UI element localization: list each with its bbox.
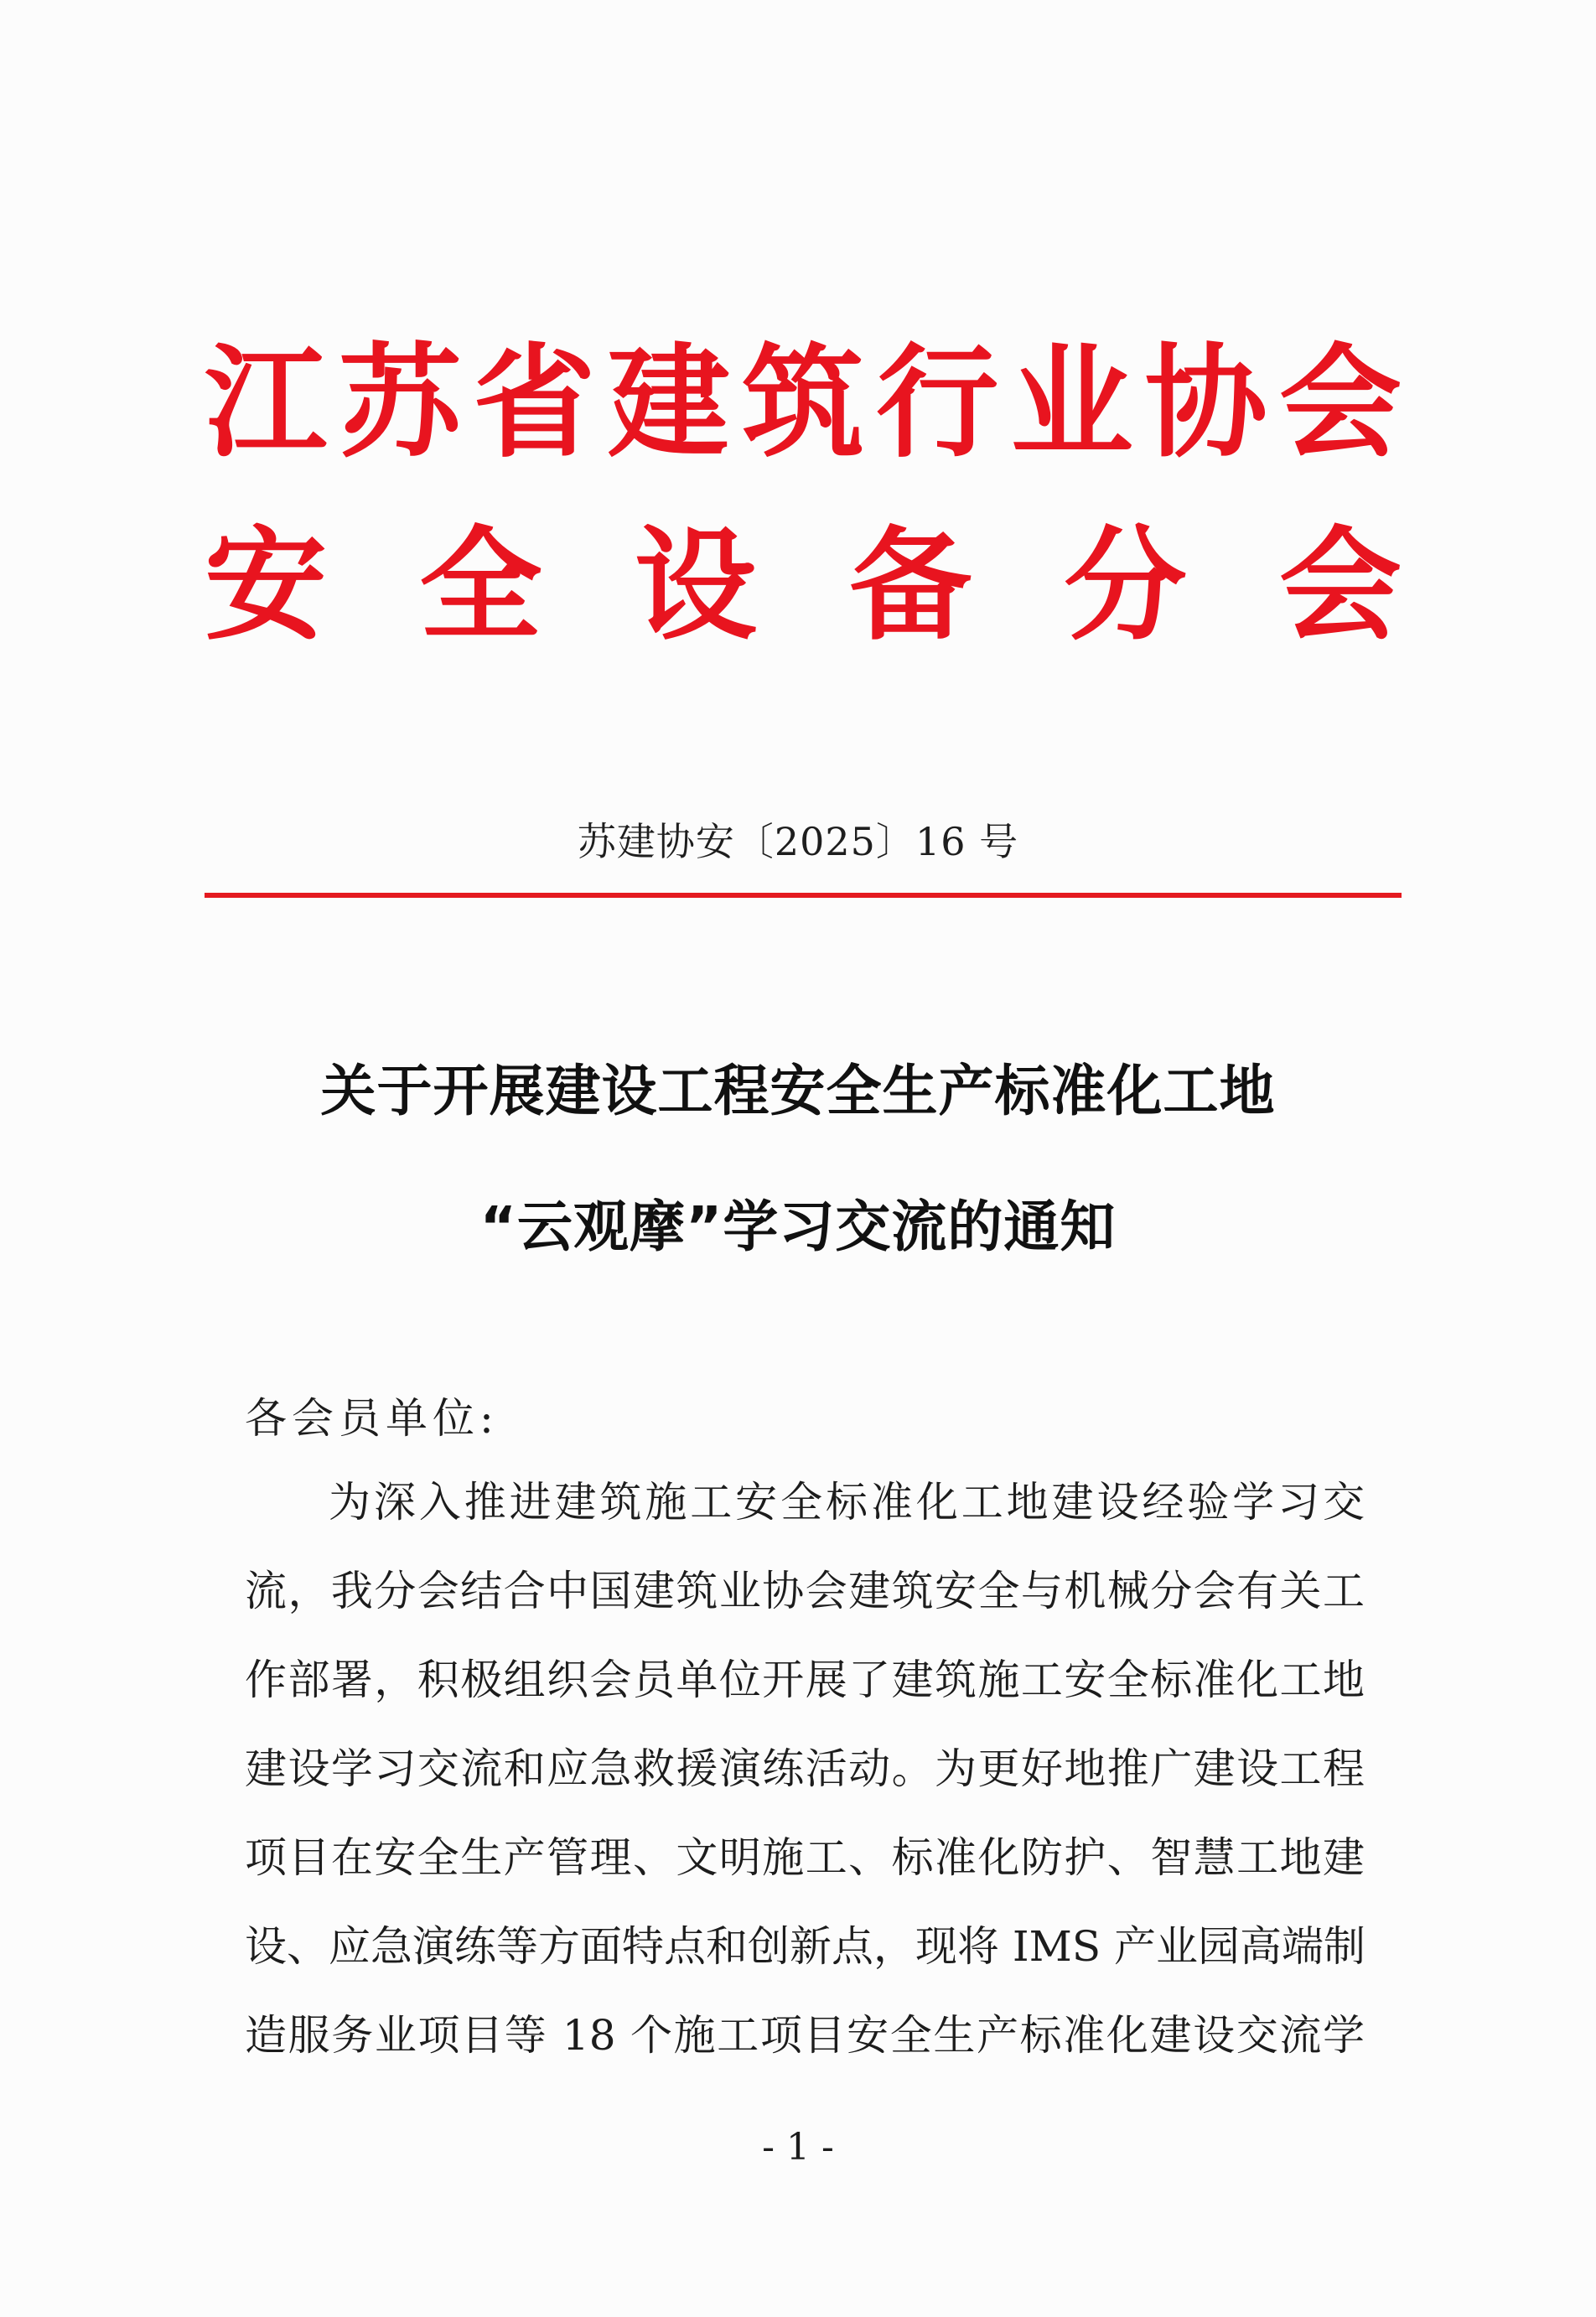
org-char: 会 [1279,332,1402,474]
header-divider [205,893,1402,898]
salutation: 各会员单位: [245,1394,499,1443]
body-text-line: 造服务业项目等 18 个施工项目安全生产标准化建设交流学 [245,2011,1365,2060]
body-text-line: 流，我分会结合中国建筑业协会建筑安全与机械分会有关工 [245,1567,1365,1615]
org-char: 安 [205,515,327,657]
organization-name-line2 [205,515,1402,657]
org-char: 设 [634,515,757,657]
org-char: 分 [1064,515,1187,657]
body-text-line: 设、应急演练等方面特点和创新点，现将 IMS 产业园高端制 [245,1922,1365,1971]
body-text-line: 为深入推进建筑施工安全标准化工地建设经验学习交 [329,1478,1365,1527]
page-number: - 1 - [762,2126,834,2169]
document-title-line1: 关于开展建设工程安全生产标准化工地 [320,1059,1276,1123]
org-char: 行 [876,332,999,474]
document-number: 苏建协安〔2025〕16 号 [577,819,1019,864]
organization-name-line1 [205,332,1402,474]
org-char: 业 [1010,332,1133,474]
org-char: 筑 [742,332,864,474]
body-text-line: 项目在安全生产管理、文明施工、标准化防护、智慧工地建 [245,1833,1365,1882]
org-char: 建 [607,332,730,474]
org-char: 全 [419,515,542,657]
org-char: 苏 [339,332,462,474]
org-char: 会 [1278,515,1402,657]
document-title-line2: “云观摩”学习交流的通知 [479,1195,1117,1259]
body-text-line: 作部署，积极组织会员单位开展了建筑施工安全标准化工地 [245,1656,1365,1704]
org-char: 省 [473,332,596,474]
body-text-line: 建设学习交流和应急救援演练活动。为更好地推广建设工程 [245,1744,1365,1793]
org-char: 协 [1144,332,1267,474]
org-char: 江 [205,332,327,474]
org-char: 备 [849,515,972,657]
